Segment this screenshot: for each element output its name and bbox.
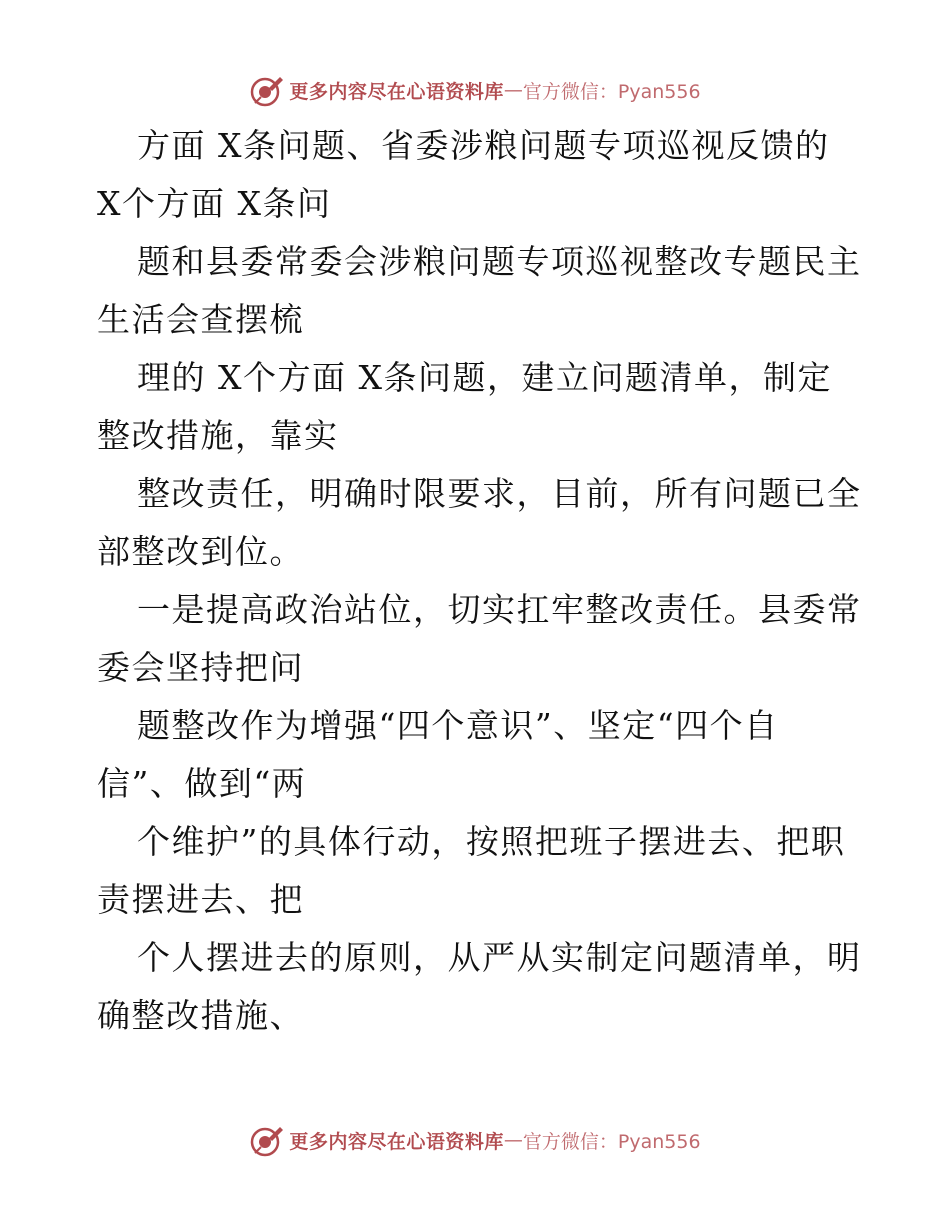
pen-seal-icon (249, 1122, 285, 1158)
body-line: 一是提高政治站位，切实扛牢整改责任。县委常 (137, 590, 862, 629)
body-line: 委会坚持把问 (97, 648, 304, 687)
body-line: 个维护”的具体行动，按照把班子摆进去、把职 (137, 822, 846, 861)
body-line: 确整改措施、 (97, 996, 304, 1035)
header-banner (0, 70, 950, 110)
body-line: 责摆进去、把 (97, 880, 304, 919)
body-line: 方面 X条问题、省委涉粮问题专项巡视反馈的 (137, 126, 830, 165)
body-line: 题整改作为增强“四个意识”、坚定“四个自 (137, 706, 779, 745)
banner-main-text: 更多内容尽在心语资料库 (289, 80, 504, 103)
body-line: X个方面 X条问 (97, 184, 332, 223)
footer-banner (0, 1120, 950, 1160)
banner-separator: — (503, 79, 523, 101)
pen-seal-icon (249, 72, 285, 108)
document-body (97, 117, 862, 1045)
banner-main-text: 更多内容尽在心语资料库 (289, 1130, 504, 1153)
body-line: 个人摆进去的原则，从严从实制定问题清单，明 (137, 938, 862, 977)
body-line: 整改措施，靠实 (97, 416, 339, 455)
body-line: 生活会查摆梳 (97, 300, 304, 339)
banner-separator: — (503, 1129, 523, 1151)
banner-sub-text: 官方微信：Pyan556 (522, 1130, 701, 1153)
body-line: 整改责任，明确时限要求，目前，所有问题已全 (137, 474, 862, 513)
body-line: 部整改到位。 (97, 532, 304, 571)
body-line: 信”、做到“两 (97, 764, 307, 803)
banner-sub-text: 官方微信：Pyan556 (522, 80, 701, 103)
body-line: 题和县委常委会涉粮问题专项巡视整改专题民主 (137, 242, 862, 281)
body-line: 理的 X个方面 X条问题，建立问题清单，制定 (137, 358, 832, 397)
